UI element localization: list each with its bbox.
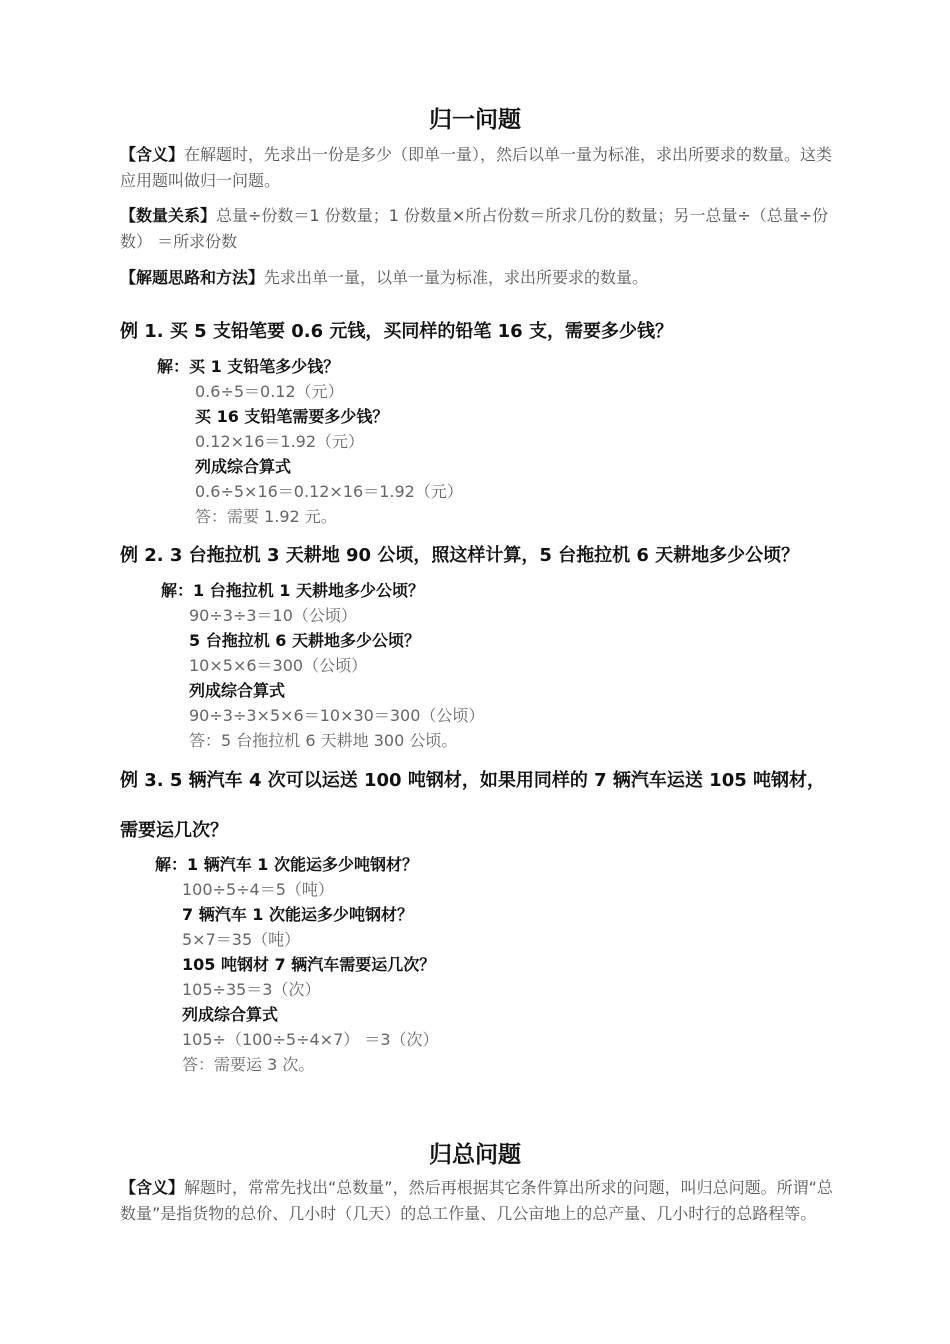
section-title-guizong: 归总问题 [429,1142,521,1168]
meaning2-text: 解题时，常常先找出“总数量”，然后再根据其它条件算出所求的问题，叫归总问题。所谓“总数量”是指货物的总价、几小时（几天）的总工作量、几公亩地上的总产量、几小时行的总路程等。 [120,1178,833,1223]
meaning-paragraph [120,142,842,194]
example3-step: 105÷35＝3（次） [182,980,321,999]
example1-question: 例 1. 买 5 支铅笔要 0.6 元钱，买同样的铅笔 16 支，需要多少钱？ [120,321,673,342]
example2-step: 90÷3÷3＝10（公顷） [189,606,357,625]
relation-label: 【数量关系】 [120,206,217,225]
example1-step: 买 16 支铅笔需要多少钱？ [195,407,389,426]
example1-step: 0.12×16＝1.92（元） [195,432,365,451]
example2-answer: 答：5 台拖拉机 6 天耕地 300 公顷。 [189,731,458,750]
example1-step: 列成综合算式 [195,457,292,476]
section-title-guiyi: 归一问题 [429,107,521,133]
example2-step: 列成综合算式 [189,681,286,700]
relation-paragraph [120,203,842,255]
method-paragraph [120,265,842,291]
example3-question-line1: 例 3. 5 辆汽车 4 次可以运送 100 吨钢材，如果用同样的 7 辆汽车运送 105 吨钢材， [120,770,826,791]
example2-step: 5 台拖拉机 6 天耕地多少公顷？ [189,631,420,650]
example3-step: 解：1 辆汽车 1 次能运多少吨钢材？ [155,855,418,874]
example1-step: 0.6÷5＝0.12（元） [195,382,344,401]
meaning-label: 【含义】 [120,145,185,164]
example3-step: 105÷（100÷5÷4×7） ＝3（次） [182,1030,439,1049]
example3-answer: 答：需要运 3 次。 [182,1055,315,1074]
example3-step: 7 辆汽车 1 次能运多少吨钢材？ [182,905,413,924]
method-label: 【解题思路和方法】 [120,268,265,287]
example3-question-line2: 需要运几次？ [120,820,228,841]
example2-step: 解：1 台拖拉机 1 天耕地多少公顷？ [161,581,424,600]
example1-step: 解：买 1 支铅笔多少钱？ [157,357,340,376]
example1-step: 0.6÷5×16＝0.12×16＝1.92（元） [195,482,463,501]
method-text: 先求出单一量，以单一量为标准，求出所要求的数量。 [264,268,649,287]
meaning2-paragraph [120,1175,842,1227]
example1-answer: 答：需要 1.92 元。 [195,507,337,526]
meaning2-label: 【含义】 [120,1178,185,1197]
example3-step: 5×7＝35（吨） [182,930,301,949]
example2-step: 90÷3÷3×5×6＝10×30＝300（公顷） [189,706,485,725]
example3-step: 列成综合算式 [182,1005,279,1024]
relation-text: 总量÷份数＝1 份数量；1 份数量×所占份数＝所求几份的数量；另一总量÷（总量÷份数） ＝所求份数 [120,206,829,251]
meaning-text: 在解题时，先求出一份是多少（即单一量），然后以单一量为标准，求出所要求的数量。这类应用题叫做归一问题。 [120,145,833,190]
example2-question: 例 2. 3 台拖拉机 3 天耕地 90 公顷，照这样计算，5 台拖拉机 6 天耕地多少公顷？ [120,545,800,566]
example3-step: 100÷5÷4＝5（吨） [182,880,334,899]
example2-step: 10×5×6＝300（公顷） [189,656,368,675]
example3-step: 105 吨钢材 7 辆汽车需要运几次？ [182,955,436,974]
